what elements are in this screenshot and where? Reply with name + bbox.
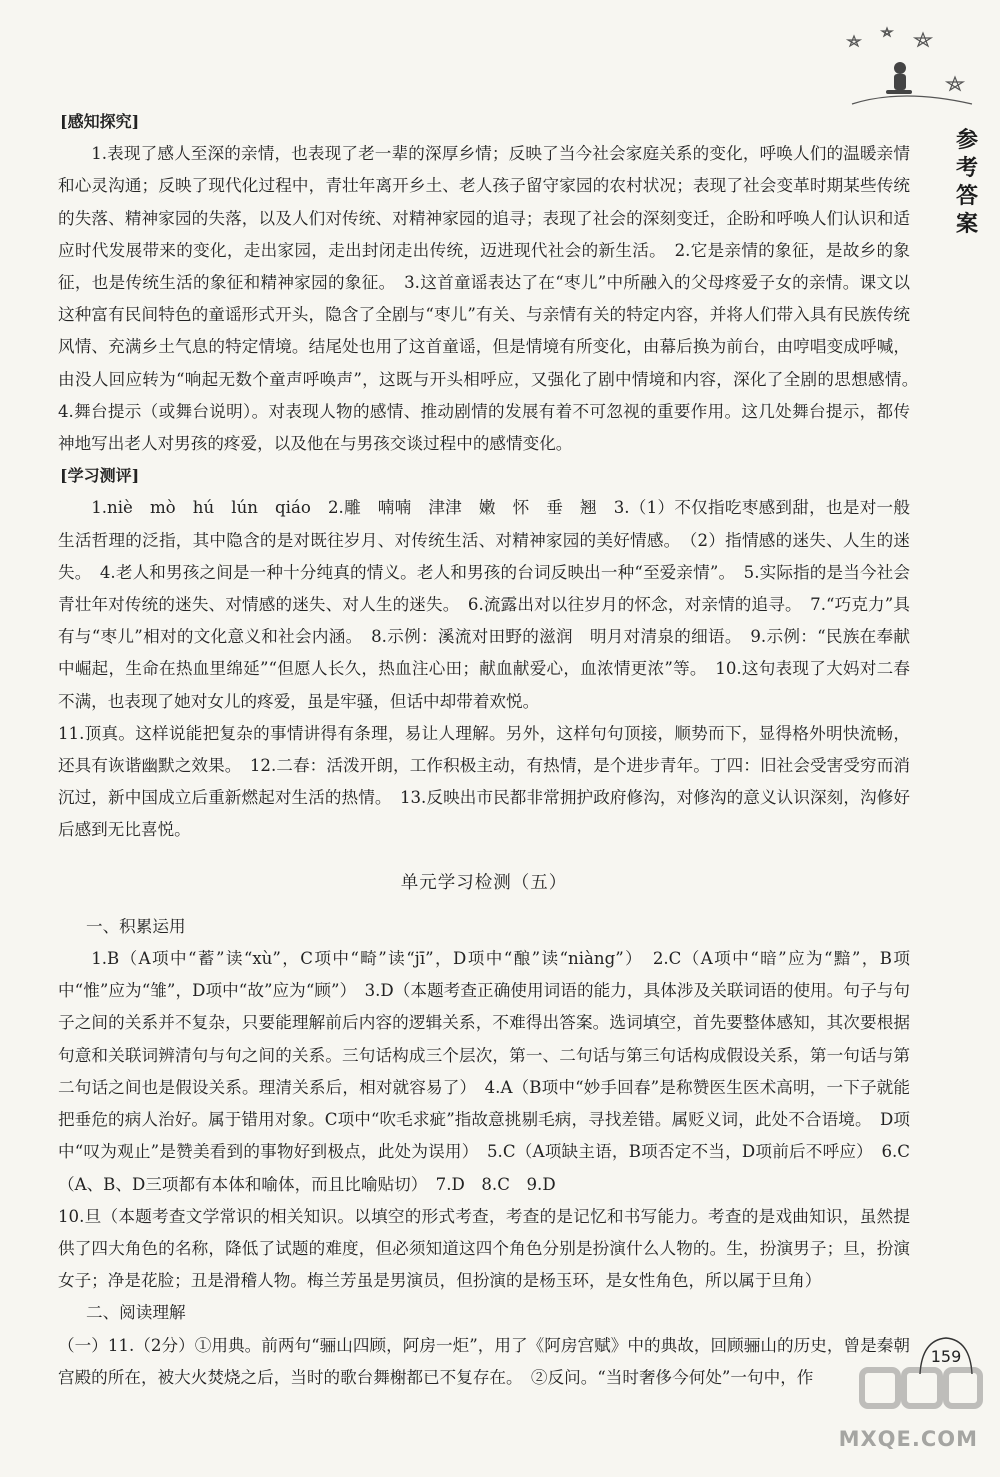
reference-answer-side-label bbox=[954, 126, 980, 238]
side-label-char: 案 bbox=[955, 211, 978, 237]
paragraph: 1.niè mò hú lún qiáo 2.雕 喃喃 津津 嫩 怀 垂 翘 3.（1）不仅指吃枣感到甜，也是对一般生活哲理的泛指，其中隐含的是对既往岁月、对传统生活、对精神家园的美好情感。 （2）指情感的迷失、人生的迷失。 4.老人和男孩之间是一种十分纯真的情义。老人和男孩的台词反映出一种“至爱亲情”。 5.实际指的是当今社会青壮年对传统的迷失、对情感的迷失、对人生的迷失。 6.流露出对以往岁月的怀念，对亲情的追寻。 7.“巧克力”具有与“枣儿”相对的文化意义和社会内涵。 8.示例：溪流对田野的滋润 明月对清泉的细语。 9.示例：“民族在奉献中崛起，生命在热血里绵延”“但愿人长久，热血注心田；献血献爱心，血浓情更浓”等。 10.这句表现了大妈对二春不满，也表现了她对女儿的疼爱，虽是牢骚，但话中却带着欢悦。 bbox=[58, 498, 910, 711]
paragraph: 1.B（A项中“蓄”读“xù”，C项中“畸”读“jī”，D项中“酿”读“niàng”） 2.C（A项中“暗”应为“黯”，B项中“惟”应为“雏”，D项中“故”应为“顾”） 3.D（本题考查正确使用词语的能力，具体涉及关联词语的使用。句子与句子之间的关系并不复杂，只要能理解前后内容的逻辑关系，不难得出答案。选词填空，首先要整体感知，其次要根据句意和关联词辨清句与句之间的关系。三句话构成三个层次，第一、二句话与第三句话构成假设关系，第一句话与第二句话之间也是假设关系。理清关系后，相对就容易了） 4.A（B项中“妙手回春”是称赞医生医术高明，一下子就能把垂危的病人治好。属于错用对象。C项中“吹毛求疵”指故意挑剔毛病，寻找差错。属贬义词，此处不合语境。 D项中“叹为观止”是赞美看到的事物好到极点，此处为误用） 5.C（A项缺主语，B项否定不当，D项前后不呼应） 6.C（A、B、D三项都有本体和喻体，而且比喻贴切） 7.D 8.C 9.D bbox=[58, 949, 910, 1194]
paragraph: 10.旦（本题考查文学常识的相关知识。以填空的形式考查，考查的是记忆和书写能力。考查的是戏曲知识，虽然提供了四大角色的名称，降低了试题的难度，但必须知道这四个角色分别是扮演什么人物的。生，扮演男子；旦，扮演女子；净是花脸；丑是滑稽人物。梅兰芳虽是男演员，但扮演的是杨玉环，是女性角色，所以属于旦角） bbox=[58, 1206, 910, 1291]
answer-content bbox=[58, 106, 927, 1394]
page-number: 159 bbox=[930, 1347, 962, 1366]
part-heading-accumulation: 一、积累运用 bbox=[86, 916, 186, 936]
skater-star-decoration-icon bbox=[832, 18, 982, 114]
section-heading-assessment: [学习测评] bbox=[60, 466, 140, 486]
watermark-text: MXQE.COM bbox=[838, 1427, 978, 1451]
side-label-char: 答 bbox=[955, 183, 978, 209]
paragraph: 11.顶真。这样说能把复杂的事情讲得有条理，易让人理解。另外，这样句句顶接，顺势而下，显得格外明快流畅，还具有诙谐幽默之效果。 12.二春：活泼开朗，工作积极主动，有热情，是个进步青年。丁四：旧社会受害受穷而消沉过，新中国成立后重新燃起对生活的热情。 13.反映出市民都非常拥护政府修沟，对修沟的意义认识深刻，沟修好后感到无比喜悦。 bbox=[58, 723, 910, 840]
section-heading-perception: [感知探究] bbox=[60, 112, 140, 131]
paragraph: （一）11.（2分）①用典。前两句“骊山四顾，阿房一炬”，用了《阿房宫赋》中的典故，回顾骊山的历史，曾是秦朝宫殿的所在，被大火焚烧之后，当时的歌台舞榭都已不复存在。 ②反问。“当时奢侈今何处”一句中，作 bbox=[58, 1335, 910, 1387]
part-heading-reading: 二、阅读理解 bbox=[86, 1303, 186, 1323]
side-label-char: 考 bbox=[955, 155, 978, 181]
paragraph: 1.表现了感人至深的亲情，也表现了老一辈的深厚乡情；反映了当今社会家庭关系的变化，呼唤人们的温暖亲情和心灵沟通；反映了现代化过程中，青壮年离开乡土、老人孩子留守家园的农村状况；表现了社会变革时期某些传统的失落、精神家园的失落，以及人们对传统、对精神家园的追寻；表现了社会的深刻变迁，企盼和呼唤人们认识和适应时代发展带来的变化，走出家园，走出封闭走出传统，迈进现代社会的新生活。 2.它是亲情的象征，是故乡的象征，也是传统生活的象征和精神家园的象征。 3.这首童谣表达了在“枣儿”中所融入的父母疼爱子女的亲情。课文以这种富有民间特色的童谣形式开头，隐含了全剧与“枣儿”有关、与亲情有关的特定内容，并将人们带入具有民族传统风情、充满乡土气息的特定情境。结尾处也用了这首童谣，但是情境有所变化，由幕后换为前台，由哼唱变成呼喊，由没人回应转为“响起无数个童声呼唤声”，这既与开头相呼应，又强化了剧中情境和内容，深化了全剧的思想感情。 4.舞台提示（或舞台说明）。对表现人物的感情、推动剧情的发展有着不可忽视的重要作用。这几处舞台提示，都传神地写出老人对男孩的疼爱，以及他在与男孩交谈过程中的感情变化。 bbox=[58, 144, 927, 454]
unit-test-title: 单元学习检测（五） bbox=[400, 872, 568, 893]
side-label-char: 参 bbox=[955, 127, 978, 153]
